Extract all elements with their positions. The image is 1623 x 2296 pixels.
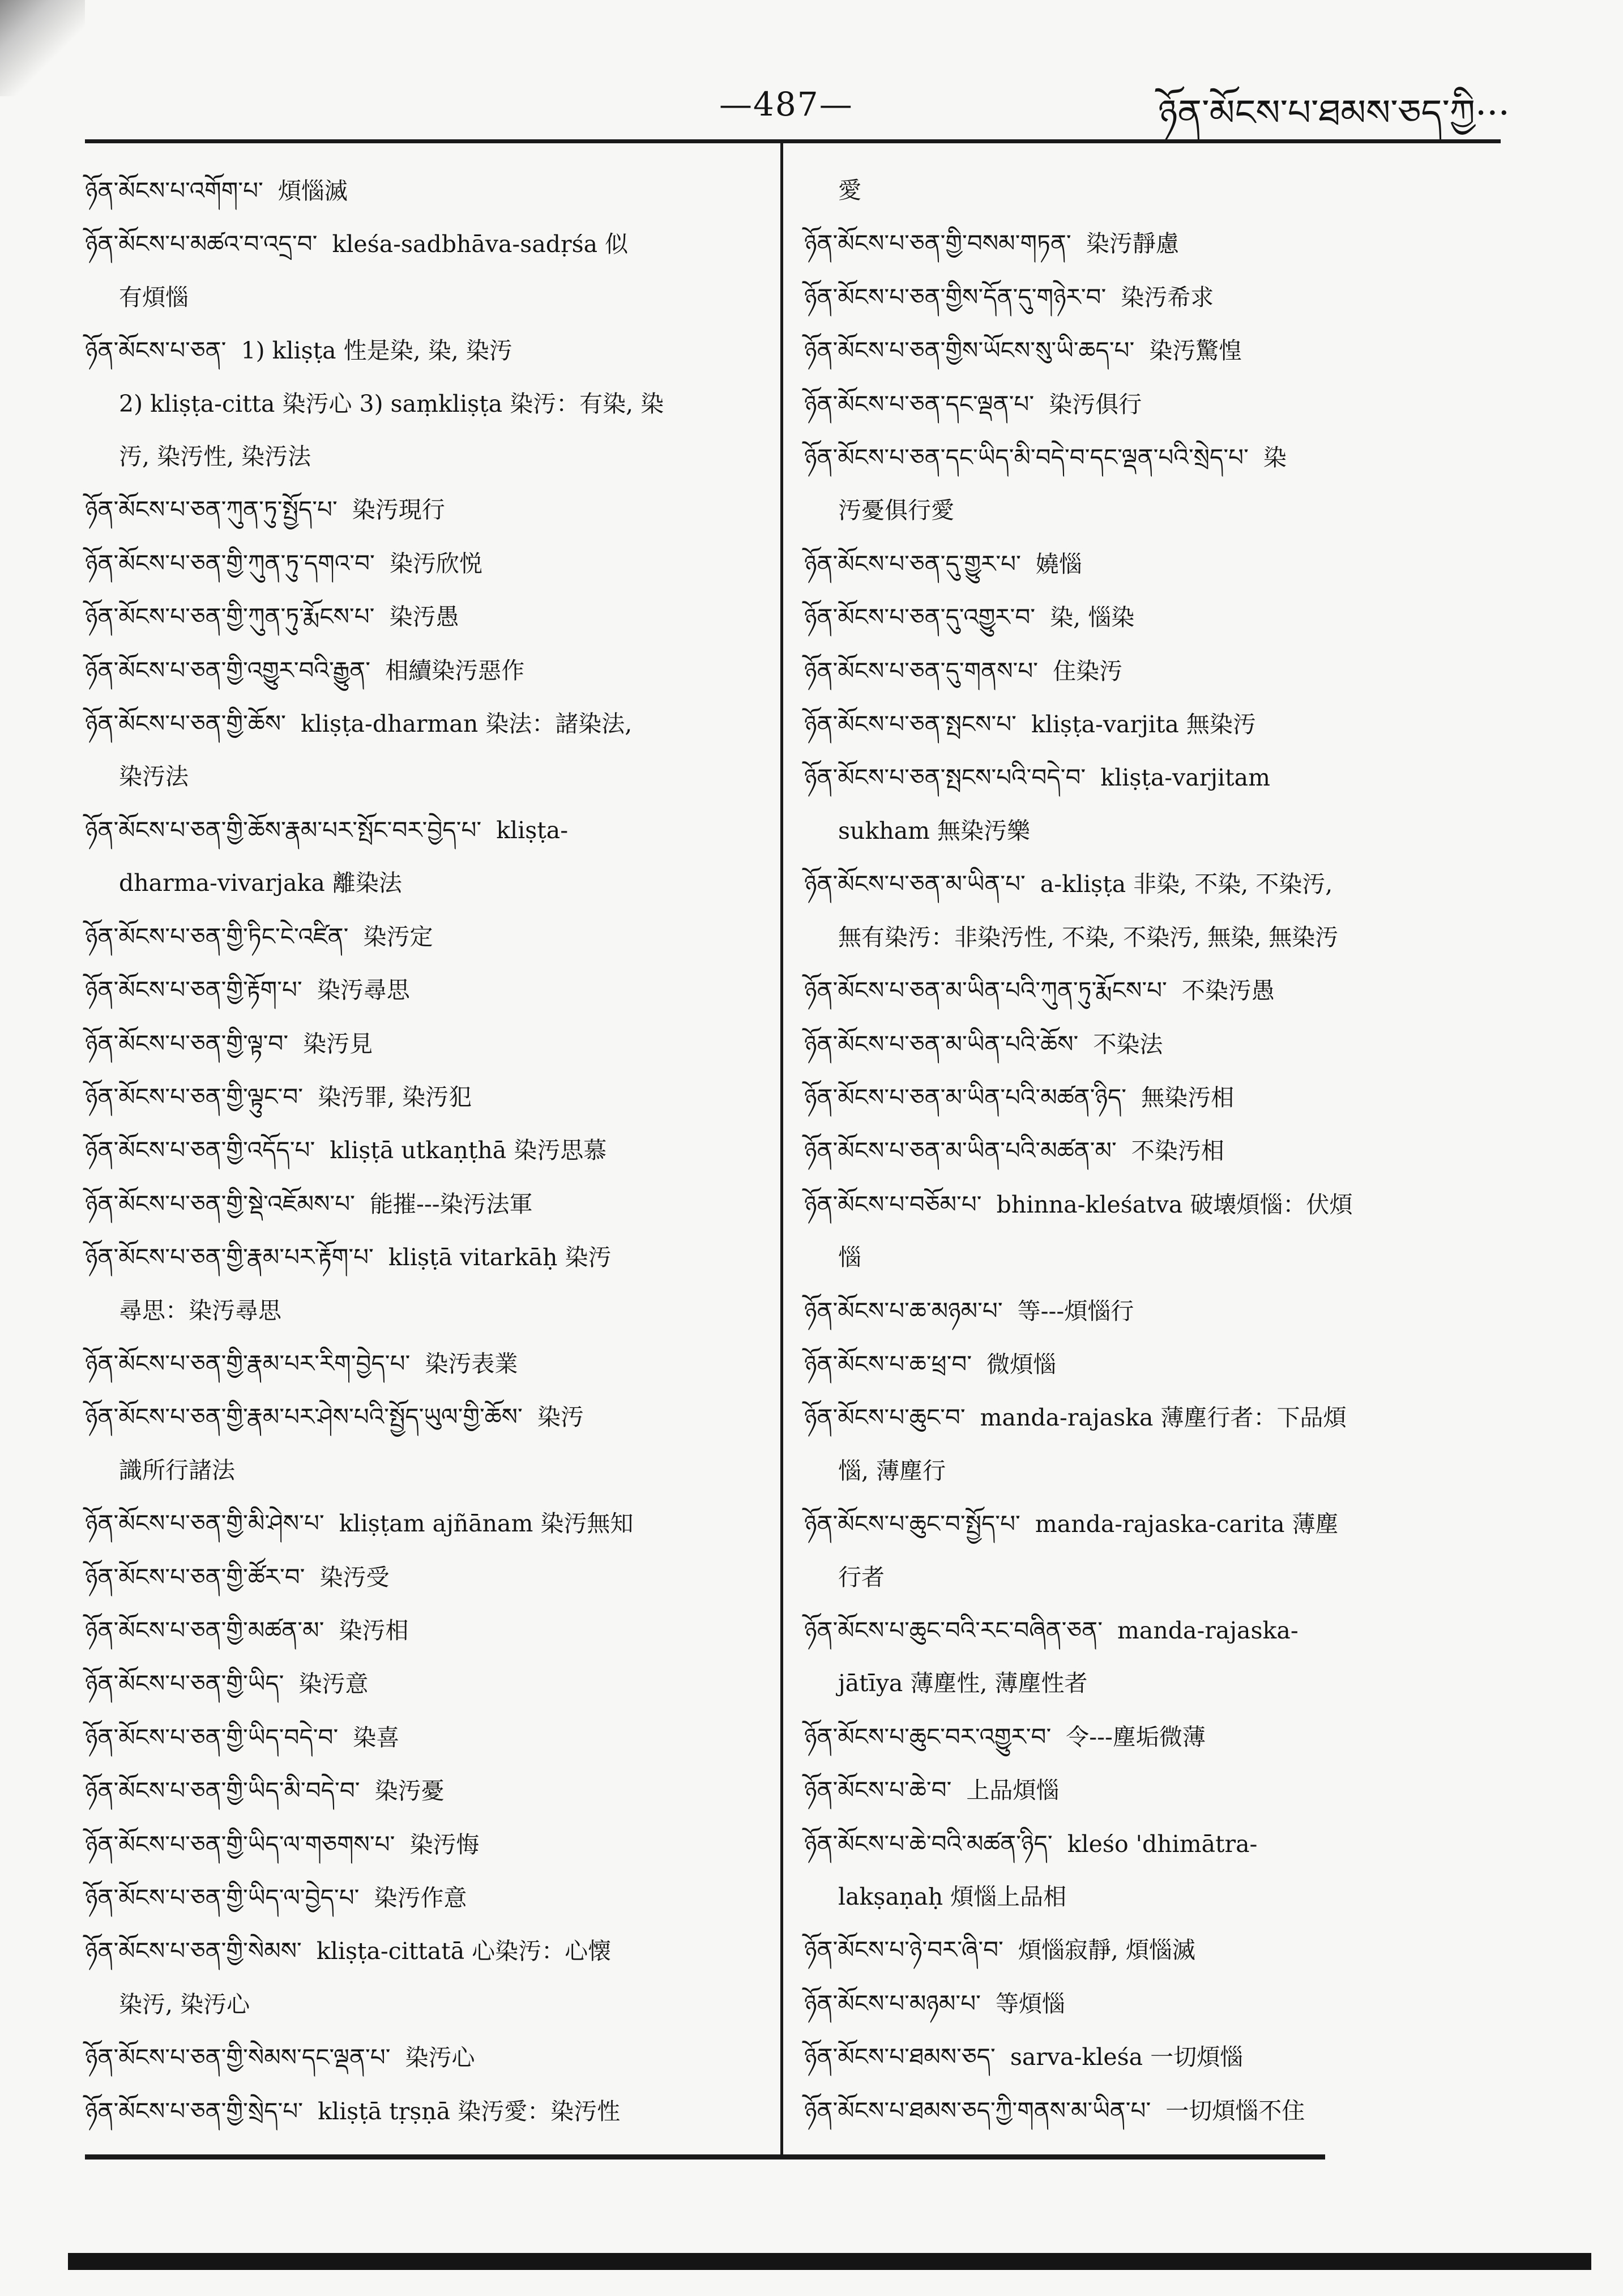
tibetan-headword: ཉོན་མོངས་པ་ཅན་གྱི་ཆོས་ [85, 710, 286, 738]
entry-definition: 不染汚愚 [1181, 977, 1275, 1005]
entry-definition: 無染汚相 [1141, 1083, 1235, 1111]
tibetan-headword: ཉོན་མོངས་པ་ཅན་གྱི་མཚན་མ་ [85, 1616, 324, 1644]
entry-definition: 染汚見 [303, 1030, 373, 1057]
entry-definition: 染汚驚惶 [1149, 337, 1242, 365]
tibetan-headword: ཉོན་མོངས་པ་ཅན་མ་ཡིན་པའི་ཀུན་ཏུ་རྨོངས་པ་ [804, 976, 1167, 1005]
dictionary-entry [85, 1497, 764, 1550]
entry-definition: kliṣṭa-cittatā 心染汚：心懐 [316, 1937, 612, 1965]
entry-definition: a-kliṣṭa 非染, 不染, 不染汚, [1040, 870, 1333, 898]
entry-definition: 染汚受 [319, 1563, 390, 1591]
entry-definition: 染汚 [537, 1403, 584, 1431]
entry-definition: kliṣṭā utkaṇṭhā 染汚思慕 [330, 1137, 607, 1164]
entry-definition: 令---塵垢微薄 [1066, 1723, 1206, 1751]
entry-definition: 等---煩惱行 [1017, 1297, 1134, 1325]
dictionary-entry [804, 1817, 1501, 1871]
tibetan-headword: ཉོན་མོངས་པ་ཅན་མ་ཡིན་པ་ [804, 870, 1026, 898]
tibetan-headword: ཉོན་མོངས་པ་ཅན་གྱི་ལྟ་བ་ [85, 1029, 289, 1057]
dictionary-entry [85, 217, 764, 271]
dictionary-entry [804, 1764, 1501, 1817]
tibetan-headword: ཉོན་མོངས་པ་ཐམས་ཅད་ཀྱི་གནས་མ་ཡིན་པ་ [804, 2096, 1151, 2124]
dictionary-entry [804, 1445, 1501, 1497]
tibetan-headword: ཉོན་མོངས་པ་ཆེ་བ་ [804, 1776, 952, 1804]
entry-definition: kleśo 'dhimātra- [1067, 1830, 1258, 1858]
dictionary-entry [804, 1338, 1501, 1391]
tibetan-headword: ཉོན་མོངས་པ་ཅན་ [85, 336, 227, 365]
dictionary-entry [85, 963, 764, 1017]
dictionary-entry [85, 1871, 764, 1924]
dictionary-entry [85, 164, 764, 217]
entry-definition: kliṣṭā tṛṣṇā 染汚愛：染汚性 [318, 2097, 621, 2125]
footer-rule [85, 2154, 1325, 2160]
dictionary-entry [85, 857, 764, 910]
tibetan-headword: ཉོན་མོངས་པ་ཅན་གྱི་རྟོག་པ་ [85, 976, 302, 1004]
entry-definition: 能摧---染汚法軍 [370, 1190, 533, 1218]
tibetan-headword: ཉོན་མོངས་པ་ཅན་དུ་འགྱུར་བ་ [804, 603, 1036, 631]
entry-definition: 染汚意 [298, 1670, 369, 1698]
dictionary-entry [804, 1657, 1501, 1710]
tibetan-headword: ཉོན་མོངས་པ་ཅན་གྱི་ཡིད་ [85, 1670, 284, 1698]
dictionary-entry [85, 590, 764, 643]
entry-definition: 染汚尋思 [317, 976, 410, 1004]
dictionary-entry [85, 2085, 764, 2138]
dictionary-entry [85, 910, 764, 963]
dictionary-entry [804, 431, 1501, 484]
tibetan-headword: ཉོན་མོངས་པ་ཅན་མ་ཡིན་པའི་ཆོས་ [804, 1030, 1079, 1058]
dictionary-entry [85, 644, 764, 697]
header-rule [85, 139, 1501, 143]
dictionary-entry [85, 1924, 764, 1978]
dictionary-entry [804, 805, 1501, 857]
tibetan-headword: ཉོན་མོངས་པ་ཅན་དུ་གྱུར་པ་ [804, 549, 1021, 578]
entry-continuation: 無有染汚：非染汚性, 不染, 不染汚, 無染, 無染汚 [838, 923, 1339, 951]
tibetan-headword: ཉོན་མོངས་པ་ཅན་མ་ཡིན་པའི་མཚན་མ་ [804, 1137, 1117, 1165]
entry-continuation: 惱 [838, 1244, 861, 1271]
page-number: —487— [719, 85, 853, 123]
entry-definition: 相續染汚惡作 [385, 656, 525, 684]
dictionary-entry [804, 1977, 1501, 2030]
dictionary-entry [804, 1710, 1501, 1764]
scan-corner-shadow [0, 0, 85, 96]
tibetan-headword: ཉོན་མོངས་པ་ཅན་གྱི་བསམ་གཏན་ [804, 229, 1071, 258]
entry-definition: 染汚俱行 [1049, 390, 1142, 418]
entry-definition: 住染汚 [1053, 657, 1123, 685]
tibetan-headword: ཉོན་མོངས་པ་ཅན་གྱི་ཡིད་བདེ་བ་ [85, 1723, 339, 1751]
tibetan-headword: ཉོན་མོངས་པ་འགོག་པ་ [85, 177, 263, 204]
entry-definition: 染汚悔 [409, 1830, 480, 1858]
dictionary-entry [804, 1178, 1501, 1231]
entry-continuation: 汚, 染汚性, 染汚法 [119, 443, 311, 471]
tibetan-headword: ཉོན་མོངས་པ་ཆ་ཕྲ་བ་ [804, 1350, 972, 1378]
dictionary-entry [85, 1711, 764, 1764]
entry-definition: kliṣṭa- [496, 816, 569, 844]
entry-definition: 染汚靜慮 [1086, 230, 1179, 258]
dictionary-entry [804, 645, 1501, 698]
dictionary-entry [85, 378, 764, 430]
entry-continuation: lakṣaṇaḥ 煩惱上品相 [838, 1883, 1067, 1910]
entry-definition: kliṣṭa-varjita 無染汚 [1031, 711, 1256, 739]
dictionary-entry [85, 2031, 764, 2084]
tibetan-headword: ཉོན་མོངས་པ་ཅན་གྱི་ཡིད་ལ་བྱེད་པ་ [85, 1884, 360, 1911]
dictionary-entry [85, 1657, 764, 1710]
tibetan-headword: ཉོན་མོངས་པ་ཆུང་བ་ [804, 1403, 966, 1432]
entry-definition: 染汚憂 [374, 1777, 445, 1805]
dictionary-entry [804, 1923, 1501, 1977]
tibetan-headword: ཉོན་མོངས་པ་ཅན་གྱི་ཚོར་བ་ [85, 1563, 305, 1591]
tibetan-headword: ཉོན་མོངས་པ་ཅན་གྱི་རྣམ་པར་རིག་བྱེད་པ་ [85, 1349, 411, 1377]
tibetan-headword: ཉོན་མོངས་པ་ཅན་གྱིས་ཡོངས་སུ་ཡི་ཆད་པ་ [804, 336, 1135, 365]
dictionary-entry [85, 750, 764, 803]
dictionary-entry [804, 751, 1501, 804]
scan-edge-band [68, 2253, 1591, 2270]
tibetan-headword: ཉོན་མོངས་པ་ཆུང་བར་འགྱུར་བ་ [804, 1722, 1052, 1751]
entry-definition: 微煩惱 [986, 1350, 1057, 1378]
dictionary-entry [804, 1391, 1501, 1444]
entry-continuation: 染汚, 染汚心 [119, 1990, 250, 2018]
entry-continuation: 染汚法 [119, 763, 189, 791]
dictionary-entry [804, 911, 1501, 964]
tibetan-headword: ཉོན་མོངས་པ་ཉེ་བར་ཞི་བ་ [804, 1936, 1003, 1964]
entry-definition: 煩惱滅 [277, 177, 348, 204]
right-column [804, 164, 1501, 2137]
tibetan-headword: ཉོན་མོངས་པ་ཅན་གྱི་སེམས་ [85, 1937, 302, 1965]
dictionary-entry [85, 1284, 764, 1337]
tibetan-headword: ཉོན་མོངས་པ་ཅན་གྱི་ཀུན་ཏུ་དགའ་བ་ [85, 549, 375, 577]
dictionary-entry [804, 2030, 1501, 2084]
entry-continuation: 汚憂俱行愛 [838, 497, 954, 524]
dictionary-entry [85, 324, 764, 377]
entry-continuation: 識所行諸法 [119, 1456, 235, 1484]
left-column [85, 164, 764, 2138]
dictionary-entry [85, 537, 764, 590]
tibetan-headword: ཉོན་མོངས་པ་ཆུང་བ་སྤྱོད་པ་ [804, 1510, 1020, 1538]
dictionary-entry [85, 1978, 764, 2031]
tibetan-headword: ཉོན་མོངས་པ་ཅན་གྱི་ཀུན་ཏུ་རྨོངས་པ་ [85, 603, 375, 631]
dictionary-entry [85, 483, 764, 536]
entry-definition: kliṣṭa-varjitam [1100, 764, 1270, 792]
entry-definition: kliṣṭa-dharman 染法：諸染法, [300, 710, 633, 738]
entry-definition: manda-rajaska 薄塵行者：下品煩 [980, 1404, 1347, 1432]
entry-definition: 染汚作意 [374, 1884, 467, 1911]
tibetan-headword: ཉོན་མོངས་པ་མཉམ་པ་ [804, 1989, 981, 2017]
dictionary-entry [804, 1231, 1501, 1284]
entry-definition: 煩惱寂靜, 煩惱滅 [1018, 1936, 1195, 1964]
tibetan-headword: ཉོན་མོངས་པ་ཅན་གྱི་ཆོས་རྣམ་པར་སྤོང་བར་བྱེད་པ་ [85, 816, 482, 844]
dictionary-entry [804, 857, 1501, 911]
dictionary-entry [804, 1497, 1501, 1551]
entry-definition: 等煩惱 [995, 1990, 1065, 2017]
entry-definition: 1) kliṣṭa 性是染, 染, 染汚 [241, 337, 512, 365]
dictionary-entry [804, 378, 1501, 431]
dictionary-entry [804, 698, 1501, 751]
dictionary-entry [804, 1071, 1501, 1124]
dictionary-entry [85, 1124, 764, 1177]
tibetan-headword: ཉོན་མོངས་པ་ཅན་མ་ཡིན་པའི་མཚན་ཉིད་ [804, 1083, 1127, 1111]
entry-continuation: 2) kliṣṭa-citta 染汚心 3) saṃkliṣṭa 染汚：有染, 染 [119, 390, 664, 417]
tibetan-headword: ཉོན་མོངས་པ་ཆ་མཉམ་པ་ [804, 1296, 1003, 1325]
entry-definition: 染, 惱染 [1050, 604, 1135, 631]
tibetan-headword: ཉོན་མོངས་པ་ཅན་གྱིས་དོན་དུ་གཉེར་བ་ [804, 283, 1107, 311]
tibetan-headword: ཉོན་མོངས་པ་ཐམས་ཅད་ [804, 2043, 996, 2071]
dictionary-entry [804, 591, 1501, 644]
dictionary-entry [85, 1177, 764, 1231]
tibetan-headword: ཉོན་མོངས་པ་ཅན་གྱི་རྣམ་པར་རྟོག་པ་ [85, 1243, 374, 1271]
tibetan-headword: ཉོན་མོངས་པ་ཅན་གྱི་སྡེ་འཇོམས་པ་ [85, 1189, 355, 1218]
entry-definition: 不染法 [1093, 1030, 1163, 1058]
dictionary-entry [85, 697, 764, 750]
entry-definition: manda-rajaska-carita 薄塵 [1035, 1510, 1339, 1538]
tibetan-headword: ཉོན་མོངས་པ་ཅན་གྱི་སྲེད་པ་ [85, 2097, 304, 2125]
entry-continuation: sukham 無染汚樂 [838, 817, 1031, 844]
entry-definition: 染汚現行 [352, 496, 445, 524]
tibetan-headword: ཉོན་མོངས་པ་ཅན་གྱི་འདོད་པ་ [85, 1136, 315, 1164]
entry-definition: sarva-kleśa 一切煩惱 [1010, 2043, 1244, 2071]
entry-definition: 染汚表業 [425, 1350, 518, 1377]
entry-definition: 染汚罪, 染汚犯 [318, 1083, 472, 1111]
entry-definition: 染汚欣悦 [389, 549, 482, 577]
entry-definition: 上品煩惱 [966, 1777, 1060, 1804]
tibetan-headword: ཉོན་མོངས་པ་ཅན་སྤངས་པའི་བདེ་བ་ [804, 763, 1086, 792]
dictionary-entry [804, 964, 1501, 1017]
entry-definition: manda-rajaska- [1117, 1616, 1299, 1644]
tibetan-headword: ཉོན་མོངས་པ་ཅན་གྱི་ཡིད་ལ་གཅགས་པ་ [85, 1830, 395, 1858]
entry-continuation: 有煩惱 [119, 283, 189, 311]
dictionary-entry [804, 537, 1501, 591]
dictionary-entry [85, 430, 764, 483]
dictionary-entry [804, 1124, 1501, 1177]
entry-definition: 不染汚相 [1131, 1137, 1224, 1165]
entry-definition: 染汚定 [363, 923, 433, 950]
entry-definition: 染喜 [353, 1723, 400, 1751]
dictionary-entry [804, 484, 1501, 537]
tibetan-headword: ཉོན་མོངས་པ་བཅོམ་པ་ [804, 1190, 982, 1218]
entry-continuation: jātīya 薄塵性, 薄塵性者 [838, 1670, 1088, 1697]
entry-definition: 染汚心 [405, 2044, 475, 2072]
entry-definition: kliṣṭam ajñānam 染汚無知 [339, 1510, 634, 1538]
entry-continuation: dharma-vivarjaka 離染法 [119, 869, 402, 897]
dictionary-entry [85, 1070, 764, 1124]
tibetan-headword: ཉོན་མོངས་པ་ཅན་གྱི་འགྱུར་བའི་རྒྱུན་ [85, 656, 371, 684]
dictionary-entry [85, 1604, 764, 1657]
running-head: ཉོན་མོངས་པ་ཐམས་ཅད་ཀྱི··· [1158, 92, 1510, 134]
dictionary-entry [804, 217, 1501, 270]
entry-definition: 一切煩惱不住 [1165, 2097, 1305, 2124]
tibetan-headword: ཉོན་མོངས་པ་ཅན་དང་ལྡན་པ་ [804, 390, 1035, 418]
tibetan-headword: ཉོན་མོངས་པ་ཅན་གྱི་ལྟུང་བ་ [85, 1082, 304, 1111]
tibetan-headword: ཉོན་མོངས་པ་མཚའ་བ་འདྲ་བ་ [85, 230, 318, 258]
dictionary-entry [85, 1017, 764, 1070]
dictionary-entry [804, 164, 1501, 217]
tibetan-headword: ཉོན་མོངས་པ་ཅན་སྤངས་པ་ [804, 710, 1016, 739]
tibetan-headword: ཉོན་མོངས་པ་ཆེ་བའི་མཚན་ཉིད་ [804, 1829, 1053, 1858]
dictionary-entry [85, 1337, 764, 1390]
dictionary-entry [85, 804, 764, 857]
entry-definition: 染汚愚 [389, 603, 459, 631]
entry-definition: kleśa-sadbhāva-sadṛśa 似 [332, 231, 629, 258]
entry-definition: 染 [1263, 444, 1287, 472]
entry-definition: kliṣṭā vitarkāḥ 染汚 [388, 1244, 612, 1271]
dictionary-entry [804, 2084, 1501, 2137]
entry-continuation: 惱, 薄塵行 [838, 1457, 946, 1484]
entry-definition: 嬈惱 [1035, 550, 1082, 578]
entry-definition: 染汚希求 [1121, 283, 1214, 311]
dictionary-entry [804, 1551, 1501, 1604]
dictionary-entry [85, 1231, 764, 1284]
dictionary-entry [804, 1018, 1501, 1071]
dictionary-entry [804, 1871, 1501, 1923]
entry-continuation: 行者 [838, 1563, 885, 1591]
dictionary-entry [85, 1444, 764, 1497]
tibetan-headword: ཉོན་མོངས་པ་ཅན་ཀུན་ཏུ་སྤྱོད་པ་ [85, 496, 338, 524]
tibetan-headword: ཉོན་མོངས་པ་ཅན་གྱི་མི་ཤེས་པ་ [85, 1509, 324, 1538]
tibetan-headword: ཉོན་མོངས་པ་ཅན་གྱི་རྣམ་པར་ཤེས་པའི་སྤྱོད་ཡུལ་གྱི་ཆོས་ [85, 1403, 523, 1431]
dictionary-entry [804, 324, 1501, 377]
dictionary-entry [804, 1604, 1501, 1657]
tibetan-headword: ཉོན་མོངས་པ་ཅན་དང་ཡིད་མི་བདེ་བ་དང་ལྡན་པའི་སྲེད་པ་ [804, 443, 1249, 472]
tibetan-headword: ཉོན་མོངས་པ་ཅན་གྱི་ཏིང་ངེ་འཛིན་ [85, 922, 349, 950]
dictionary-entry [804, 1284, 1501, 1338]
dictionary-entry [85, 1764, 764, 1817]
dictionary-entry [85, 1390, 764, 1444]
tibetan-headword: ཉོན་མོངས་པ་ཆུང་བའི་རང་བཞིན་ཅན་ [804, 1616, 1103, 1644]
entry-continuation: 尋思：染汚尋思 [119, 1296, 281, 1324]
tibetan-headword: ཉོན་མོངས་པ་ཅན་དུ་གནས་པ་ [804, 656, 1039, 685]
tibetan-headword: ཉོན་མོངས་པ་ཅན་གྱི་ཡིད་མི་བདེ་བ་ [85, 1777, 360, 1805]
dictionary-entry [804, 271, 1501, 324]
column-divider [780, 139, 783, 2156]
entry-continuation: 愛 [838, 177, 861, 204]
entry-definition: bhinna-kleśatva 破壊煩惱：伏煩 [996, 1190, 1353, 1218]
entry-definition: 染汚相 [339, 1616, 409, 1644]
tibetan-headword: ཉོན་མོངས་པ་ཅན་གྱི་སེམས་དང་ལྡན་པ་ [85, 2043, 391, 2072]
dictionary-entry [85, 271, 764, 324]
dictionary-entry [85, 1818, 764, 1871]
dictionary-entry [85, 1551, 764, 1604]
